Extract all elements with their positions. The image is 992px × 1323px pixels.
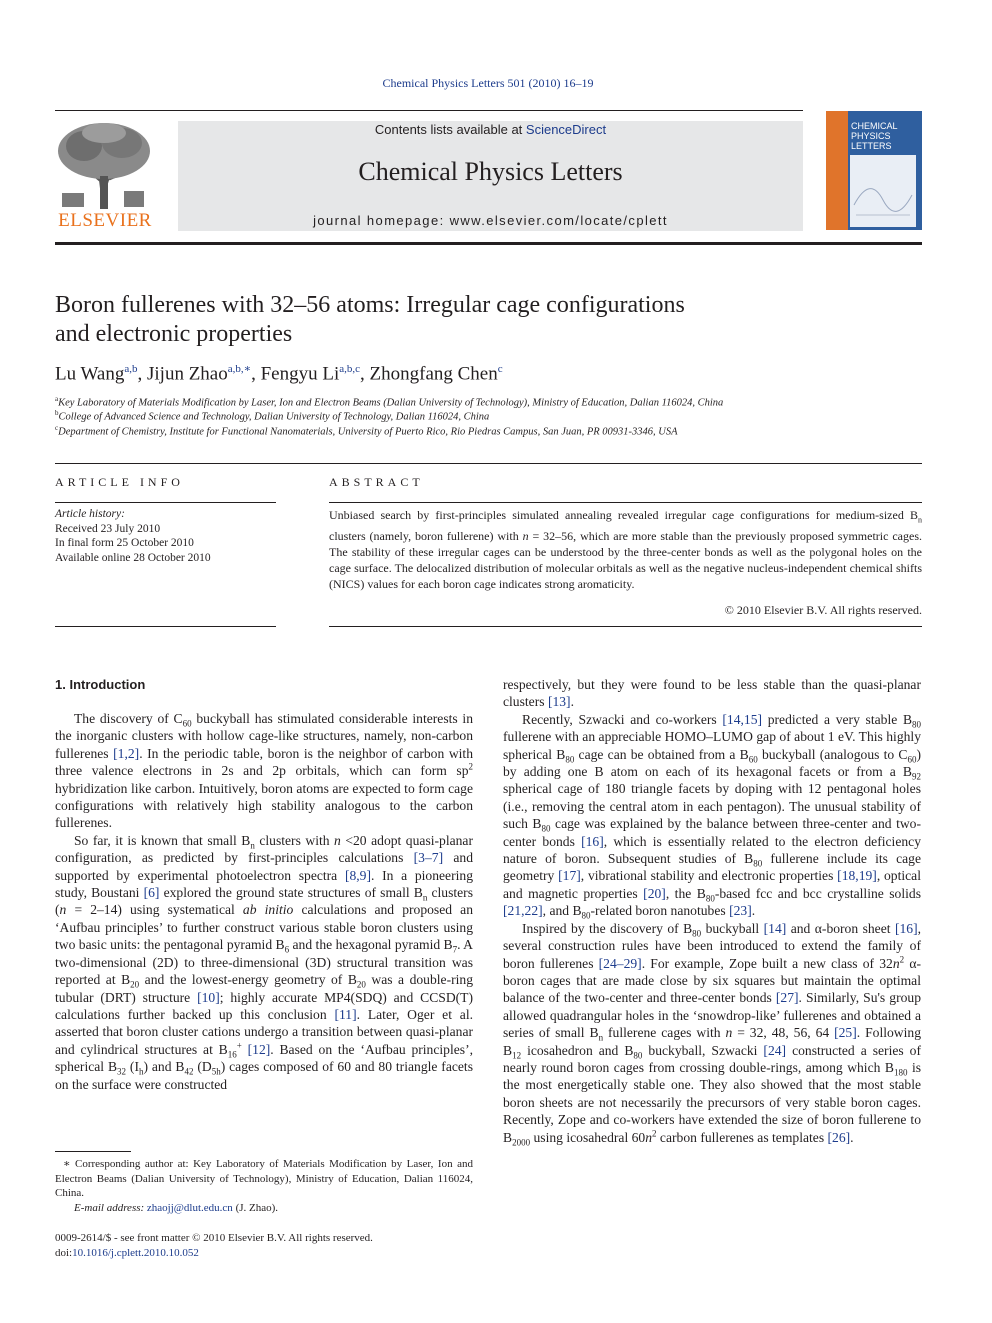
elsevier-tree-icon	[54, 121, 154, 209]
sciencedirect-link[interactable]: ScienceDirect	[525, 122, 607, 137]
journal-banner	[178, 121, 803, 231]
reference-link[interactable]: [18,19]	[837, 868, 877, 884]
body-column-right	[503, 676, 921, 1146]
abstract-subscript: n	[918, 515, 922, 525]
elsevier-wordmark: ELSEVIER	[58, 210, 152, 231]
reference-link[interactable]: [12]	[247, 1041, 271, 1057]
copyright-notice: © 2010 Elsevier B.V. All rights reserved.	[724, 603, 922, 617]
reference-link[interactable]: [25]	[834, 1025, 857, 1041]
info-rule-under	[55, 502, 276, 503]
journal-cover[interactable]	[826, 111, 922, 230]
author-list	[55, 362, 915, 385]
cover-title-line: CHEMICAL	[851, 121, 898, 131]
article-history	[55, 507, 211, 565]
history-received: Received 23 July 2010	[55, 522, 161, 535]
article-title	[55, 291, 855, 349]
abstract-text	[329, 507, 922, 592]
abstract-rule-bottom	[329, 626, 922, 627]
issn-line: 0009-2614/$ - see front matter © 2010 Elsevier B.V. All rights reserved.	[55, 1232, 373, 1244]
cover-title	[851, 121, 898, 151]
journal-homepage[interactable]: journal homepage: www.elsevier.com/locate/cplett	[313, 213, 668, 228]
cover-title-line: LETTERS	[851, 141, 892, 151]
reference-link[interactable]: [26]	[827, 1129, 851, 1145]
title-line: Boron fullerenes with 32–56 atoms: Irregular cage configurations	[55, 292, 685, 318]
reference-link[interactable]: [1,2]	[113, 745, 140, 761]
affiliation	[55, 409, 489, 423]
affiliation-text: Department of Chemistry, Institute for Functional Nanomaterials, University of Puerto Rico, Rio Piedras Campus, San Juan, PR 00931-3346, USA	[58, 426, 678, 438]
abstract-segment: clusters (namely, boron fullerene) with	[329, 529, 523, 544]
reference-link[interactable]: [14]	[763, 920, 787, 936]
reference-link[interactable]: [24–29]	[598, 955, 642, 971]
reference-link[interactable]: [21,22]	[503, 903, 543, 919]
affiliation-text: Key Laboratory of Materials Modification by Laser, Ion and Electron Beams (Dalian University of Technology), Ministry of Education, Dalian 116024, China	[58, 397, 724, 409]
history-label: Article history:	[55, 508, 125, 520]
author-separator: ,	[251, 363, 261, 385]
footnote	[55, 1157, 473, 1215]
reference-link[interactable]: [11]	[334, 1006, 357, 1022]
contents-prefix: Contents lists available at	[374, 122, 526, 137]
reference-link[interactable]: [27]	[775, 990, 799, 1006]
affiliation-text: College of Advanced Science and Technology, Dalian University of Technology, Dalian 116024, China	[58, 411, 490, 423]
body-paragraph: So far, it is known that small $B_n$ clusters with n <20 adopt quasi-planar configuration, as predicted by first-principles calculations [3–7] and supported by experimental photoelectron spectra [8,9]. In a pioneering study, Boustani [6] explored the ground state structures of small $B_n$ clusters (n = 2–14) using systematical ab initio calculations and proposed an ‘Aufbau principles’ to further construct various stable boron clusters using two basic units: the pentagonal pyramid $B_6$ and the hexagonal pyramid $B_7$. A two-dimensional (2D) to three-dimensional (3D) structural transition was reported at $B_{20}$ and the lowest-energy geometry of $B_{20}$ was a double-ring tubular (DRT) structure [10]; highly accurate MP4(SDQ) and CCSD(T) calculations further backed up this conclusion [11]. Later, Oger et al. asserted that boron cluster cations undergo a transition between quasi-planar and cylindrical structures at $B_{16}^+$ [12]. Based on the ‘Aufbau principles’, spherical $B_{32}$ $(I_h)$ and $B_{42}$ $(D_{5h})$ cages composed of 60 and 80 triangle facets on the surface were constructed	[55, 832, 474, 1092]
corresponding-author-note: ∗ Corresponding author at: Key Laboratory of Materials Modification by Laser, Ion and Electron Beams (Dalian University of Technology), Ministry of Education, Dalian 116024, China.	[55, 1158, 473, 1199]
journal-name: Chemical Physics Letters	[358, 157, 623, 186]
article-info-heading: ARTICLE INFO	[55, 475, 184, 489]
affiliation	[55, 424, 678, 438]
email-label: E-mail address:	[74, 1201, 145, 1214]
author-affiliation-mark[interactable]: c	[497, 363, 503, 375]
history-final-form: In final form 25 October 2010	[55, 537, 194, 549]
info-rule-bottom	[55, 626, 276, 627]
header-rule-top	[55, 110, 803, 111]
reference-link[interactable]: [13]	[547, 694, 571, 710]
reference-link[interactable]: [6]	[143, 885, 160, 901]
abstract-heading: ABSTRACT	[329, 475, 424, 489]
elsevier-logo[interactable]	[54, 121, 156, 233]
reference-link[interactable]: [10]	[197, 989, 220, 1005]
cover-image	[850, 155, 916, 227]
reference-link[interactable]: [17]	[558, 868, 581, 884]
doi-link[interactable]: 10.1016/j.cplett.2010.10.052	[72, 1246, 199, 1259]
author-affiliation-mark[interactable]: a,b,∗	[227, 363, 252, 375]
doi-line	[55, 1246, 473, 1261]
reference-link[interactable]: [16]	[894, 920, 918, 936]
body-paragraph: Recently, Szwacki and co-workers [14,15] predicted a very stable $B_{80}$ fullerene with an appreciable HOMO–LUMO gap of about 1 eV. This highly spherical $B_{80}$ cage can be obtained from a $B_{60}$ buckyball (analogous to $C_{60}$) by adding one B atom on each of its hexagonal facets or from a $B_{92}$ spherical cage of 180 triangle facets by doping with 12 pentagonal holes (i.e., removing the central atom in each pentagon). The unusual stability of such $B_{80}$ cage was explained by the balance between three-center and two-center bonds [16], which is essentially related to the electron deficiency nature of boron. Subsequent studies of $B_{80}$ fullerene include its cage geometry [17], vibrational stability and electronic properties [18,19], optical and magnetic properties [20], the $B_{80}$-based fcc and bcc crystalline solids [21,22], and $B_{80}$-related boron nanotubes [23].	[503, 711, 922, 921]
info-rule-top	[55, 463, 922, 464]
body-paragraph: Inspired by the discovery of $B_{80}$ buckyball [14] and α-boron sheet [16], several construction rules have been introduced to extend the family of boron fullerenes [24–29]. For example, Zope built a new class of $32n^2$ α-boron cages that are made close by six squares but maintain the optimal balance of the two-center and three-center bonds [27]. Similarly, Su's group allowed quadrangular holes in the ‘snowdrop-like’ fullerenes and obtained a series of small $B_n$ fullerene cages with n = 32, 48, 56, 64 [25]. Following $B_{12}$ icosahedron and $B_{80}$ buckyball, Szwacki [24] constructed a series of nearly round boron cages from crossing double-rings, among which $B_{180}$ is the most energetically stable one. They also showed that the most stable boron sheets are not necessarily the precursors of very stable boron cages. Recently, Zope and co-workers have extended the size of boron fullerene to $B_{2000}$ using icosahedral $60n^2$ carbon fullerenes as templates [26].	[503, 920, 922, 1148]
author-affiliation-mark[interactable]: a,b,c	[339, 363, 361, 375]
abstract-rule-under	[329, 502, 922, 503]
abstract-segment: Unbiased search by first-principles simulated annealing revealed irregular cage configurations for medium-sized B	[329, 508, 918, 522]
page-footer	[55, 1231, 473, 1260]
affiliation-mark: a	[55, 395, 59, 403]
author-name: Lu Wang	[55, 363, 125, 385]
reference-link[interactable]: [14,15]	[722, 711, 763, 727]
author-separator: ,	[360, 363, 370, 385]
abstract-segment: = 32–56, which are more stable than the previously proposed symmetric cages. The stability of these irregular cages can be understood by the three-center bonds as well as the polygonal holes on the cage surface. The delocalized distribution of molecular orbitals as well as the negative nucleus-independent chemical shifts (NICS) values for each boron cage indicates strong aromaticity.	[329, 529, 922, 592]
cover-strip	[826, 111, 848, 230]
reference-link[interactable]: [20]	[643, 885, 666, 901]
email-link[interactable]: zhaojj@dlut.edu.cn	[146, 1201, 233, 1214]
email-line	[55, 1201, 473, 1216]
author-name: Jijun Zhao	[147, 363, 228, 385]
abstract-variable: n	[522, 529, 529, 544]
reference-link[interactable]: [8,9]	[344, 867, 371, 883]
history-online: Available online 28 October 2010	[55, 551, 211, 564]
body-paragraph: The discovery of $C_{60}$ buckyball has stimulated considerable interests in the inorganic clusters with hollow cage-like structures, namely, non-carbon fullerenes [1,2]. In the periodic table, boron is the neighbor of carbon with three valence electrons in 2s and 2p orbitals, which can form $sp^2$ hybridization like carbon. Intuitively, boron atoms are expected to form cage configurations with relatively high stability analogous to the carbon fullerenes.	[55, 711, 473, 831]
reference-link[interactable]: [3–7]	[413, 850, 444, 866]
footnote-rule	[55, 1151, 131, 1152]
affiliation-mark: c	[55, 424, 59, 432]
title-line: and electronic properties	[55, 321, 293, 347]
doi-label: doi:	[55, 1246, 73, 1259]
reference-link[interactable]: [23]	[729, 903, 752, 919]
email-suffix: (J. Zhao).	[235, 1201, 279, 1214]
affiliation	[55, 395, 723, 409]
reference-link[interactable]: [16]	[581, 833, 604, 849]
header-rule-bottom	[55, 242, 922, 245]
affiliation-mark: b	[55, 409, 59, 417]
author-name: Zhongfang Chen	[369, 363, 498, 385]
author-affiliation-mark[interactable]: a,b	[124, 363, 138, 375]
cover-title-line: PHYSICS	[851, 131, 891, 141]
journal-citation[interactable]: Chemical Physics Letters 501 (2010) 16–19	[382, 76, 594, 90]
section-heading: 1. Introduction	[55, 677, 146, 692]
author-separator: ,	[137, 363, 147, 385]
body-paragraph: respectively, but they were found to be less stable than the quasi-planar clusters [13].	[503, 677, 921, 710]
cover-figure-icon	[850, 155, 916, 227]
body-column-left	[55, 676, 473, 1093]
contents-line	[178, 122, 803, 137]
author-name: Fengyu Li	[260, 363, 340, 385]
reference-link[interactable]: [24]	[763, 1042, 787, 1058]
